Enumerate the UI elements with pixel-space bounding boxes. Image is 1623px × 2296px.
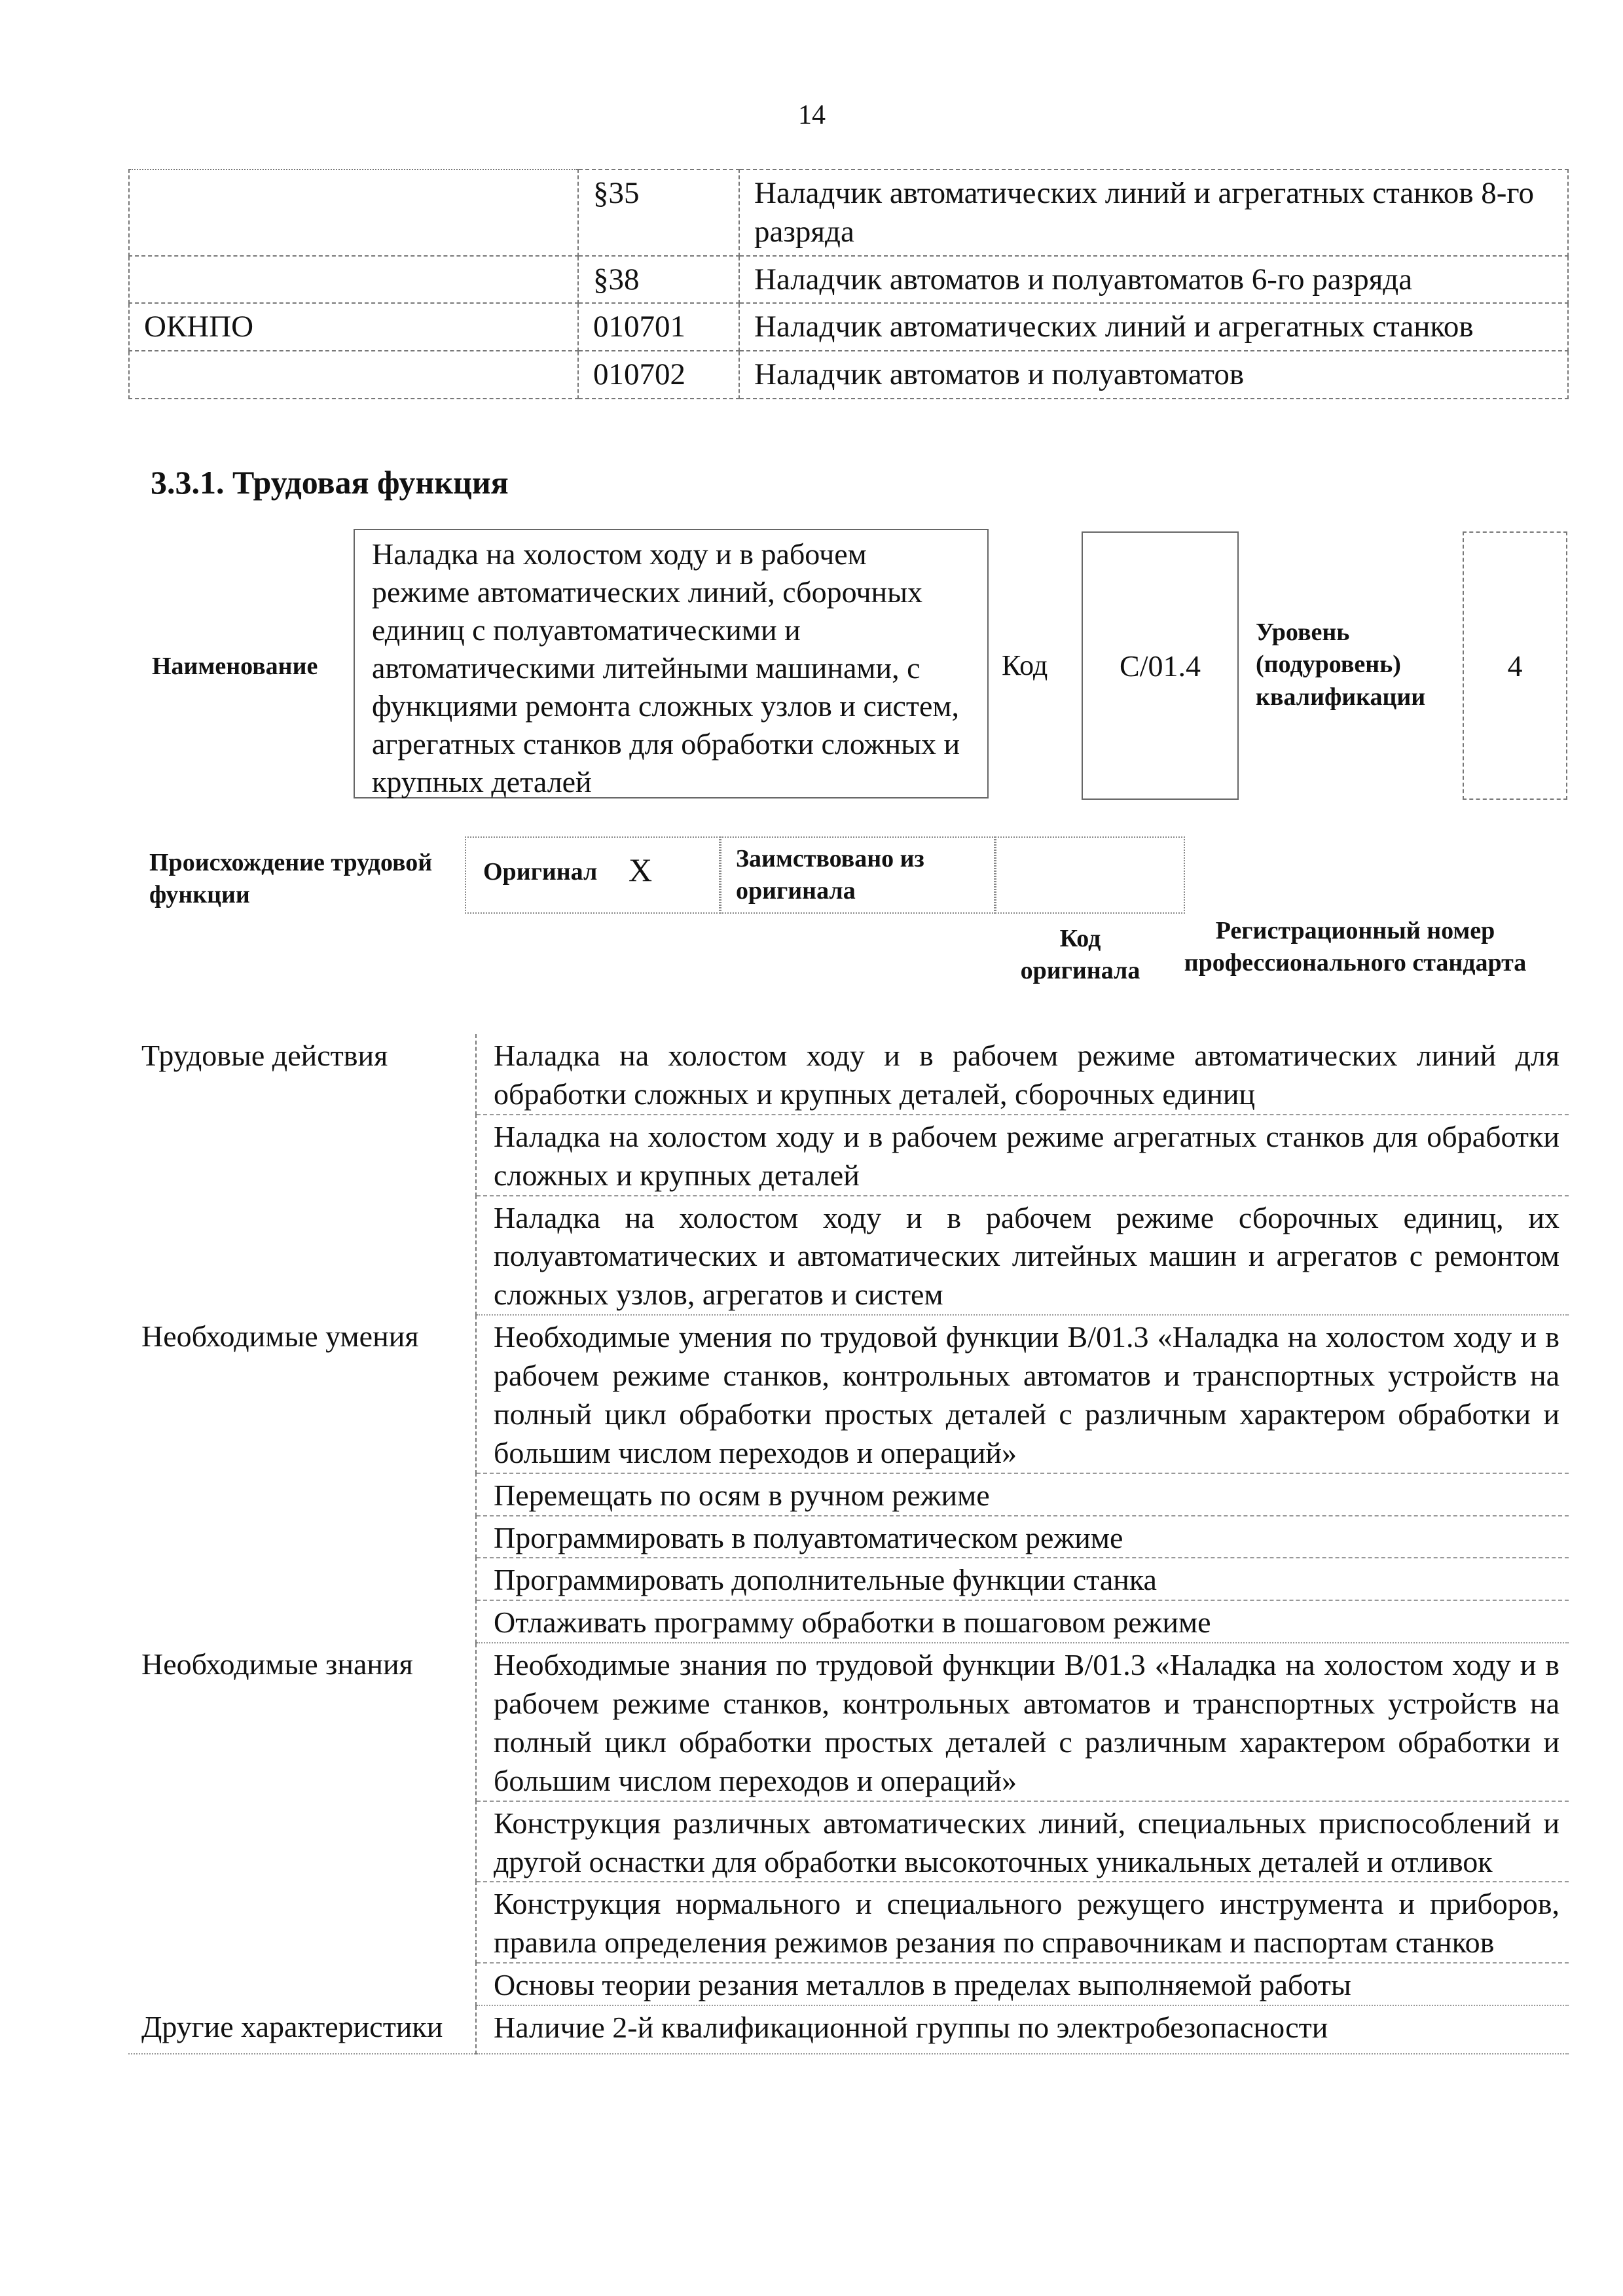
table-row	[128, 1034, 1569, 1115]
row-item: Наладка на холостом ходу и в рабочем режиме агрегатных станков для обработки сложных и крупных деталей	[476, 1115, 1569, 1196]
table-row	[128, 1643, 1569, 1801]
row-item: Наличие 2-й квалификационной группы по электробезопасности	[476, 2005, 1569, 2054]
row-item: Наладка на холостом ходу и в рабочем режиме сборочных единиц, их полуавтоматических и автоматических литейных машин и агрегатов с ремонтом сложных узлов, агрегатов и систем	[476, 1196, 1569, 1316]
code-cell: §35	[578, 170, 739, 256]
row-item: Отлаживать программу обработки в пошаговом режиме	[476, 1600, 1569, 1643]
code-cell: 010702	[578, 351, 739, 399]
code-cell: 010701	[578, 303, 739, 351]
table-row	[129, 351, 1568, 399]
row-item: Программировать дополнительные функции станка	[476, 1558, 1569, 1600]
classifier-cell	[129, 170, 578, 256]
row-label: Другие характеристики	[128, 2005, 476, 2054]
page-number: 14	[798, 100, 826, 130]
name-label: Наименование	[152, 653, 318, 680]
row-item: Необходимые знания по трудовой функции В/01.3 «Наладка на холостом ходу и в рабочем режиме станков, контрольных автоматов и транспортных устройств на полный цикл обработки простых деталей с различным характером обработки и большим числом переходов и операций»	[476, 1643, 1569, 1801]
reg-number-label: Регистрационный номер профессионального стандарта	[1184, 917, 1527, 977]
name-cell: Наладчик автоматов и полуавтоматов 6-го разряда	[739, 256, 1568, 304]
name-cell: Наладчик автоматов и полуавтоматов	[739, 351, 1568, 399]
classifier-cell	[129, 351, 578, 399]
borrowed-label: Заимствовано из оригинала	[736, 845, 924, 905]
function-name: Наладка на холостом ходу и в рабочем режиме автоматических линий, сборочных единиц с полуавтоматическими и автоматическими литейными машинами, с функциями ремонта сложных узлов и систем, агрегатных станков для обработки сложных и крупных деталей	[354, 529, 989, 798]
original-cell	[465, 836, 720, 914]
row-item: Программировать в полуавтоматическом режиме	[476, 1516, 1569, 1558]
row-item: Конструкция различных автоматических линий, специальных приспособлений и другой оснастки для обработки высокоточных уникальных деталей и отливок	[476, 1801, 1569, 1882]
code-original-cell	[995, 836, 1185, 914]
table-row	[129, 303, 1568, 351]
labor-function-table	[128, 1034, 1569, 2054]
table-row	[128, 1315, 1569, 1473]
origin-label: Происхождение трудовой функции	[149, 849, 433, 909]
name-cell: Наладчик автоматических линий и агрегатных станков	[739, 303, 1568, 351]
row-label: Необходимые знания	[128, 1643, 476, 2005]
qualification-level: 4	[1463, 531, 1567, 800]
original-label: Оригинал	[483, 858, 598, 886]
function-code: С/01.4	[1082, 531, 1239, 800]
row-item: Перемещать по осям в ручном режиме	[476, 1473, 1569, 1516]
name-cell: Наладчик автоматических линий и агрегатных станков 8-го разряда	[739, 170, 1568, 256]
classifier-cell	[129, 256, 578, 304]
section-title: 3.3.1. Трудовая функция	[151, 464, 509, 501]
qualification-table	[128, 169, 1569, 399]
row-item: Основы теории резания металлов в пределах выполняемой работы	[476, 1963, 1569, 2005]
code-cell: §38	[578, 256, 739, 304]
row-item: Конструкция нормального и специального режущего инструмента и приборов, правила определения режимов резания по справочникам и паспортам станков	[476, 1882, 1569, 1963]
row-label: Трудовые действия	[128, 1034, 476, 1315]
origin-row	[465, 836, 1623, 915]
code-label: Код	[1002, 649, 1048, 681]
level-label: Уровень (подуровень) квалификации	[1256, 619, 1426, 711]
borrowed-cell	[720, 836, 995, 914]
row-item: Наладка на холостом ходу и в рабочем режиме автоматических линий для обработки сложных и крупных деталей, сборочных единиц	[476, 1034, 1569, 1115]
table-row	[129, 170, 1568, 256]
reg-number-cell	[1185, 836, 1623, 914]
classifier-cell: ОКНПО	[129, 303, 578, 351]
table-row	[128, 2005, 1569, 2054]
row-item: Необходимые умения по трудовой функции В/01.3 «Наладка на холостом ходу и в рабочем режиме станков, контрольных автоматов и транспортных устройств на полный цикл обработки простых деталей с различным характером обработки и большим числом переходов и операций»	[476, 1315, 1569, 1473]
table-row	[129, 256, 1568, 304]
original-mark: X	[629, 852, 653, 888]
code-original-label: Код оригинала	[1020, 925, 1140, 985]
row-label: Необходимые умения	[128, 1315, 476, 1643]
